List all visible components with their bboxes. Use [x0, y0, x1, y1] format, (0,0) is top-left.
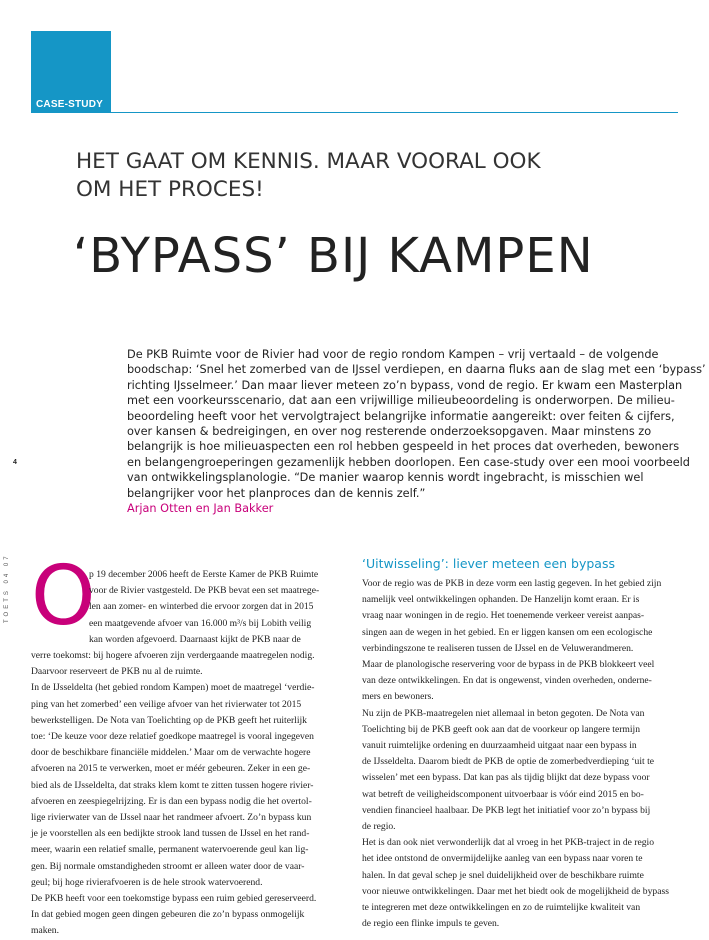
body-line: vanuit ruimtelijke ordening en duurzaamheid uitgaat naar een bypass in — [362, 740, 637, 752]
body-line: een maatgevende afvoer van 16.000 m³/s bij Lobith veilig — [89, 617, 312, 629]
page-number: 4 — [13, 459, 17, 466]
body-line: In de IJsseldelta (het gebied rondom Kampen) moet de maatregel ‘verdie- — [31, 682, 315, 694]
intro-line: beoordeling heeft voor het vervolgtraject belangrijke informatie aangereikt: over feiten & cijfers, — [127, 409, 675, 423]
body-line: maken. — [31, 925, 59, 937]
body-line: toe: ‘De keuze voor deze relatief goedkope maatregel is vooral ingegeven — [31, 731, 314, 743]
body-line: verbindingszone te realiseren tussen de IJssel en de Veluwerandmeren. — [362, 642, 634, 654]
article-column-left — [31, 567, 349, 940]
body-line: het idee ontstond de onvermijdelijke aanleg van een bypass naar voren te — [362, 853, 643, 865]
body-line: wat betreft de veiligheidscomponent uitvoerbaar is vóór eind 2015 en bo- — [362, 788, 644, 800]
body-line: afvoeren en zeespiegelrijzing. Er is dan een bypass nodig die het overtol- — [31, 795, 312, 807]
intro-line: van ontwikkelingsplanologie. “De manier waarop kennis wordt ingebracht, is misschien wel — [127, 471, 644, 485]
body-line: singen aan de wegen in het gebied. En er liggen kansen om een ecologische — [362, 626, 653, 638]
body-line: de regio. — [362, 821, 396, 833]
kicker-line: OM HET PROCES! — [76, 177, 264, 202]
body-line: van deze ontwikkelingen. En dat is ongewenst, vinden overheden, onderne- — [362, 675, 652, 687]
article-column-right — [362, 576, 678, 932]
header-rule — [31, 112, 678, 113]
intro-line: en belangengroeperingen gezamenlijk hebben doorlopen. Een case-study over een mooi voorbeeld — [127, 455, 690, 469]
body-line: afvoeren na 2015 te verwerken, moet er méér gebeuren. Zeker in een ge- — [31, 763, 311, 775]
running-head: TOETS 04 07 — [4, 553, 10, 623]
body-line: de IJsseldelta. Daarom biedt de PKB de optie de zomerbedverdieping ‘uit te — [362, 756, 654, 768]
kicker — [76, 148, 676, 204]
body-line: ping van het zomerbed’ een veilige afvoer van het rivierwater tot 2015 — [31, 698, 302, 710]
body-line: Het is dan ook niet verwonderlijk dat al vroeg in het PKB-traject in de regio — [362, 837, 654, 849]
intro-line: boodschap: ‘Snel het zomerbed van de IJssel verdiepen, en daarna fluks aan de slag met een ‘bypass’ — [127, 363, 706, 377]
body-line: je je voorstellen als een bedijkte strook land tussen de IJssel en het rand- — [31, 828, 310, 840]
body-line: geul; bij hoge rivierafvoeren is de hele strook watervoerend. — [31, 876, 263, 888]
body-line: te integreren met deze ontwikkelingen en zo de ruimtelijke kwaliteit van — [362, 902, 641, 914]
body-line: door de beschikbare financiële middelen.’ Maar om de verwachte hogere — [31, 747, 311, 759]
body-line: Maar de planologische reservering voor de bypass in de PKB blokkeert veel — [362, 659, 655, 671]
section-subhead: ‘Uitwisseling’: liever meteen een bypass — [362, 556, 615, 571]
body-line: Voor de regio was de PKB in deze vorm een lastig gegeven. In het gebied zijn — [362, 578, 662, 589]
intro-line: richting IJsselmeer.’ Dan maar liever meteen zo’n bypass, vond de regio. Er kwam een Masterplan — [127, 378, 683, 392]
body-line: de regio een flinke impuls te geven. — [362, 918, 500, 930]
body-line: gen. Bij normale omstandigheden stroomt er alleen water door de vaar- — [31, 860, 305, 872]
body-line: Nu zijn de PKB-maatregelen niet allemaal in beton gegoten. De Nota van — [362, 707, 645, 719]
body-line: kan worden afgevoerd. Daarnaast kijkt de PKB naar de — [89, 633, 301, 645]
dropcap-letter: O — [31, 549, 96, 644]
body-line: vendien financieel haalbaar. De PKB legt het initiatief voor zo’n bypass bij — [362, 804, 651, 816]
body-line: lige rivierwater van de IJssel naar het randmeer afvoert. Zo’n bypass kun — [31, 812, 312, 824]
section-tab — [31, 31, 111, 112]
intro-line: belangrijker voor het planproces dan de kennis zelf.” — [127, 486, 426, 500]
body-line: meer, waarin een relatief smalle, permanent watervoerende geul kan lig- — [31, 844, 309, 856]
intro-line: De PKB Ruimte voor de Rivier had voor de regio rondom Kampen – vrij vertaald – de volgende — [127, 348, 659, 361]
intro-line: belangrijk is hoe milieuaspecten een rol hebben gespeeld in het proces dat overheden, bewoners — [127, 440, 680, 454]
body-line: len aan zomer- en winterbed die ervoor zorgen dat in 2015 — [89, 601, 314, 613]
body-line: p 19 december 2006 heeft de Eerste Kamer de PKB Ruimte — [89, 569, 319, 580]
body-line: Daarvoor reserveert de PKB nu al de ruimte. — [31, 666, 203, 678]
intro-line: met een voorkeursscenario, dat aan een vrijwillige milieubeoordeling is onderworpen. De milieu- — [127, 394, 675, 408]
body-line: mers en bewoners. — [362, 691, 434, 703]
body-line: wisselen’ met een bypass. Dat kan pas als tijdig blijkt dat deze bypass voor — [362, 772, 650, 784]
intro-authors: Arjan Otten en Jan Bakker — [127, 502, 274, 516]
body-line: bewerkstelligen. De Nota van Toelichting op de PKB geeft het ruiterlijk — [31, 714, 307, 726]
intro-paragraph — [127, 347, 706, 516]
body-line: namelijk veel ontwikkelingen ophanden. De Hanzelijn komt eraan. Er is — [362, 594, 640, 606]
section-tab-label: CASE-STUDY — [36, 99, 104, 110]
body-line: De PKB heeft voor een toekomstige bypass een ruim gebied gereserveerd. — [31, 893, 317, 905]
body-line: Toelichting bij de PKB geeft ook aan dat de voorkeur op langere termijn — [362, 723, 640, 735]
body-line: In dat gebied mogen geen dingen gebeuren die zo’n bypass onmogelijk — [31, 909, 305, 921]
page-title: ‘BYPASS’ BIJ KAMPEN — [73, 228, 594, 284]
intro-line: over kansen & bedreigingen, en over nog resterende onderzoeksopgaven. Maar minstens zo — [127, 425, 652, 439]
body-line: verre toekomst: bij hogere afvoeren zijn verdergaande maatregelen nodig. — [31, 650, 315, 662]
kicker-line: HET GAAT OM KENNIS. MAAR VOORAL OOK — [76, 149, 541, 174]
body-line: vraag naar woningen in de regio. Het toenemende verkeer vereist aanpas- — [362, 610, 645, 622]
body-line: halen. In dat geval schep je snel duidelijkheid over de beschikbare ruimte — [362, 869, 644, 881]
body-line: voor nieuwe ontwikkelingen. Daar met het biedt ook de mogelijkheid de bypass — [362, 885, 669, 897]
body-line: bied als de IJsseldelta, dat straks klem komt te zitten tussen hogere rivier- — [31, 779, 314, 791]
body-line: voor de Rivier vastgesteld. De PKB bevat een set maatrege- — [89, 585, 320, 597]
